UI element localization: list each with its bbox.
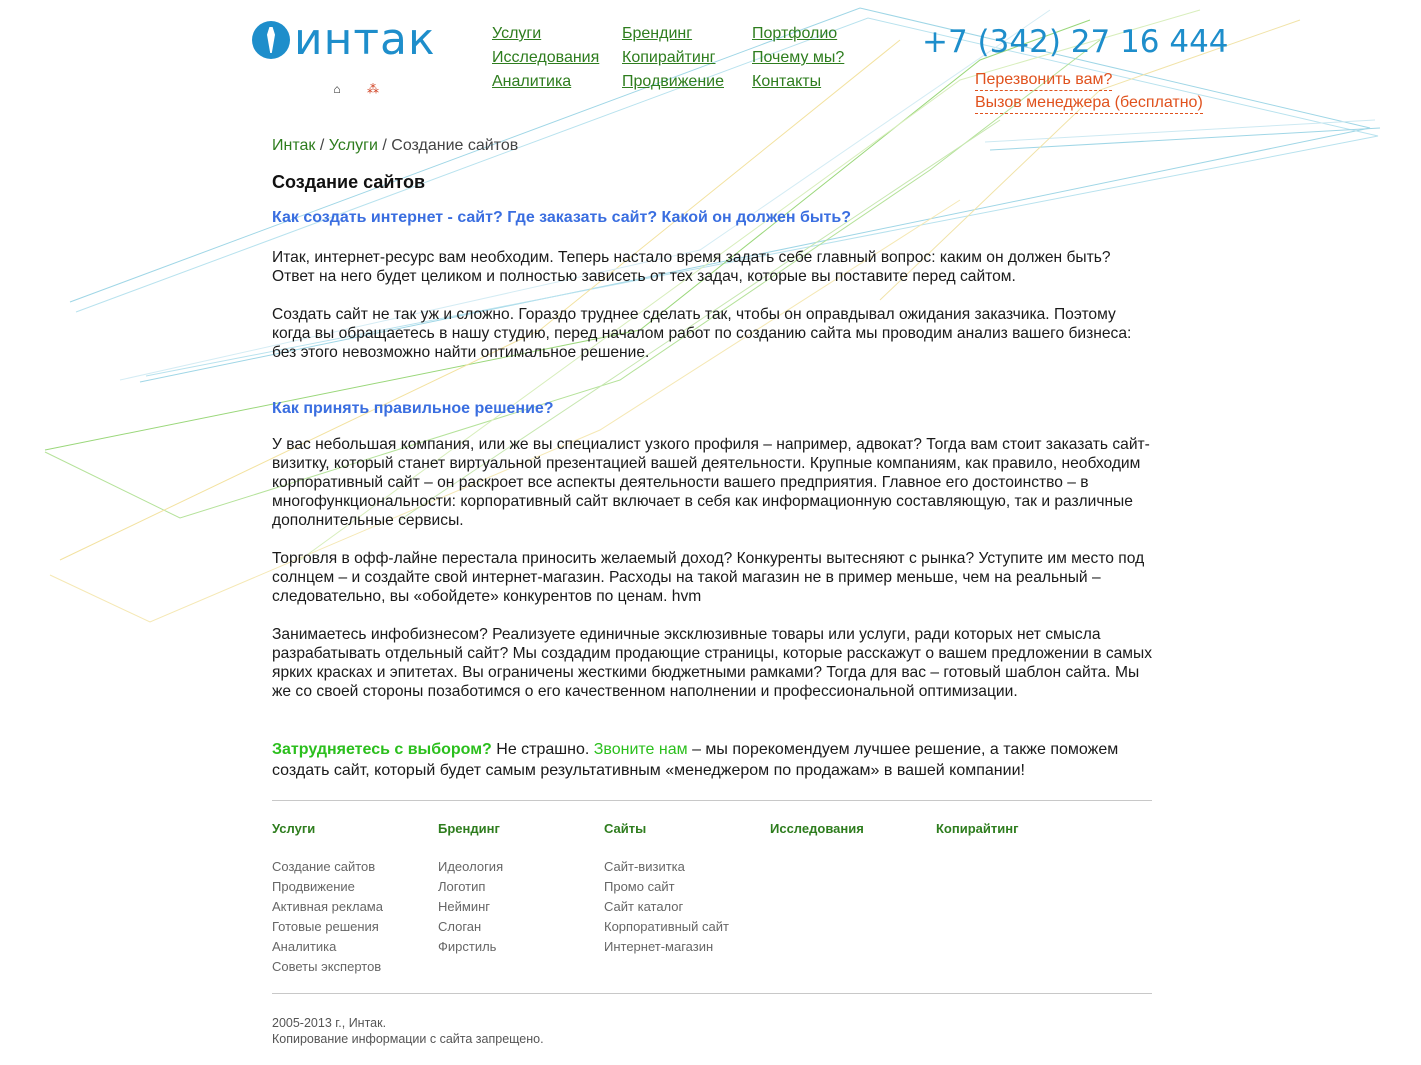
footer-divider-bottom [272,993,1152,994]
phone-number: +7 (342) 27 16 444 [922,24,1229,60]
footer-heading[interactable]: Исследования [770,821,864,836]
section-heading-1: Как создать интернет - сайт? Где заказать сайт? Какой он должен быть? [272,209,851,226]
footer-column-issledovaniya [770,822,936,977]
footer-sitemap [272,822,1152,977]
call-manager-link[interactable]: Вызов менеджера (бесплатно) [975,93,1203,114]
section-heading-2: Как принять правильное решение? [272,400,554,417]
footer-link[interactable]: Советы экспертов [272,959,382,974]
footer-column-brending [438,822,604,977]
logo-tie-icon [252,21,290,59]
nav-link-portfolio[interactable]: Портфолио [752,25,838,42]
footer-link[interactable]: Активная реклама [272,899,383,914]
site-logo[interactable] [252,14,436,65]
sitemap-icon[interactable]: ⁂ [367,82,379,96]
nav-link-analitika[interactable]: Аналитика [492,73,572,90]
breadcrumb-separator: / [315,137,329,154]
nav-link-uslugi[interactable]: Услуги [492,25,542,42]
footer-link[interactable]: Фирстиль [438,939,497,954]
call-to-action [272,739,1152,781]
breadcrumb-services[interactable]: Услуги [328,137,378,154]
paragraph-5: Занимаетесь инфобизнесом? Реализуете единичные эксклюзивные товары или услуги, ради которых нет смысла разрабатывать отдельный сайт? Мы создадим продающие страницы, которые расскажут о вашем предложении в самых ярких красках и эпитетах. Вы ограничены жесткими бюджетными рамками? Тогда для вас – готовый шаблон сайта. Мы же со своей стороны позаботимся о его качественном наполнении и профессиональной оптимизации. [272,626,1153,700]
footer-link[interactable]: Создание сайтов [272,859,376,874]
nav-link-pochemu-my[interactable]: Почему мы? [752,49,845,66]
footer-link[interactable]: Идеология [438,859,504,874]
nav-link-kopirayting[interactable]: Копирайтинг [622,49,716,66]
main-nav-column-1 [492,22,599,94]
footer-link[interactable]: Слоган [438,919,482,934]
main-nav-column-3 [752,22,844,94]
footer-link[interactable]: Сайт-визитка [604,859,685,874]
footer-heading[interactable]: Копирайтинг [936,821,1019,836]
footer-link[interactable]: Сайт каталог [604,899,684,914]
cta-text: Не страшно. [491,741,594,758]
cta-call-link[interactable]: Звоните нам [593,741,688,758]
footer-column-uslugi [272,822,438,977]
footer-heading[interactable]: Брендинг [438,821,500,836]
copyright-line-2: Копирование информации с сайта запрещено. [272,1032,544,1046]
main-content [272,136,1152,781]
cta-question: Затрудняетесь с выбором? [272,741,492,758]
nav-link-kontakty[interactable]: Контакты [752,73,822,90]
header-mini-icons [330,82,380,96]
footer-link[interactable]: Аналитика [272,939,337,954]
breadcrumb-separator: / [377,137,392,154]
footer-link[interactable]: Промо сайт [604,879,675,894]
footer-heading[interactable]: Сайты [604,821,647,836]
paragraph-2: Создать сайт не так уж и сложно. Гораздо труднее сделать так, чтобы он оправдывал ожидания заказчика. Поэтому когда вы обращаетесь в нашу студию, перед началом работ по созданию сайта мы проводим анализ вашего бизнеса: без этого невозможно найти оптимальное решение. [272,306,1132,361]
copyright-line-1: 2005-2013 г., Интак. [272,1016,387,1030]
cta-text-rest: – мы порекомендуем лучшее решение, а также поможем создать сайт, который будет самым результативным «менеджером по продажам» в вашей компании! [272,741,1119,779]
footer-divider-top [272,800,1152,801]
footer-link[interactable]: Интернет-магазин [604,939,714,954]
copyright [272,1015,544,1047]
footer-link[interactable]: Продвижение [272,879,355,894]
footer-heading[interactable]: Услуги [272,821,316,836]
breadcrumb-home[interactable]: Интак [272,137,316,154]
paragraph-4: Торговля в офф-лайне перестала приносить желаемый доход? Конкуренты вытесняют с рынка? Уступите им место под солнцем – и создайте свой интернет-магазин. Расходы на такой магазин не в пример меньше, чем на реальный – следовательно, вы «обойдете» конкурентов по ценам. hvm [272,550,1145,605]
footer-link[interactable]: Готовые решения [272,919,379,934]
nav-link-prodvizhenie[interactable]: Продвижение [622,73,724,90]
logo-text: интак [294,14,436,65]
footer-link[interactable]: Нейминг [438,899,490,914]
footer-link[interactable]: Логотип [438,879,486,894]
breadcrumb [272,136,1152,156]
callback-links [975,70,1203,114]
callback-request-link[interactable]: Перезвонить вам? [975,70,1112,91]
nav-link-issledovaniya[interactable]: Исследования [492,49,600,66]
breadcrumb-current: Создание сайтов [391,137,519,154]
home-icon[interactable]: ⌂ [333,82,341,96]
paragraph-3: У вас небольшая компания, или же вы специалист узкого профиля – например, адвокат? Тогда вам стоит заказать сайт-визитку, который станет виртуальной презентацией вашей деятельности. Крупные компаниям, как правило, необходим корпоративный сайт – он раскроет все аспекты деятельности вашего предприятия. Главное его достоинство – в многофункциональности: корпоративный сайт включает в себя как информационную составляющую, так и различные дополнительные сервисы. [272,436,1150,529]
footer-link[interactable]: Корпоративный сайт [604,919,729,934]
footer-column-sayty [604,822,770,977]
paragraph-1: Итак, интернет-ресурс вам необходим. Теперь настало время задать себе главный вопрос: каким он должен быть? Ответ на него будет целиком и полностью зависеть от тех задач, которые вы поставите перед сайтом. [272,249,1111,285]
nav-link-brending[interactable]: Брендинг [622,25,693,42]
main-nav-column-2 [622,22,724,94]
page-title: Создание сайтов [272,172,426,192]
footer-column-kopirayting [936,822,1102,977]
